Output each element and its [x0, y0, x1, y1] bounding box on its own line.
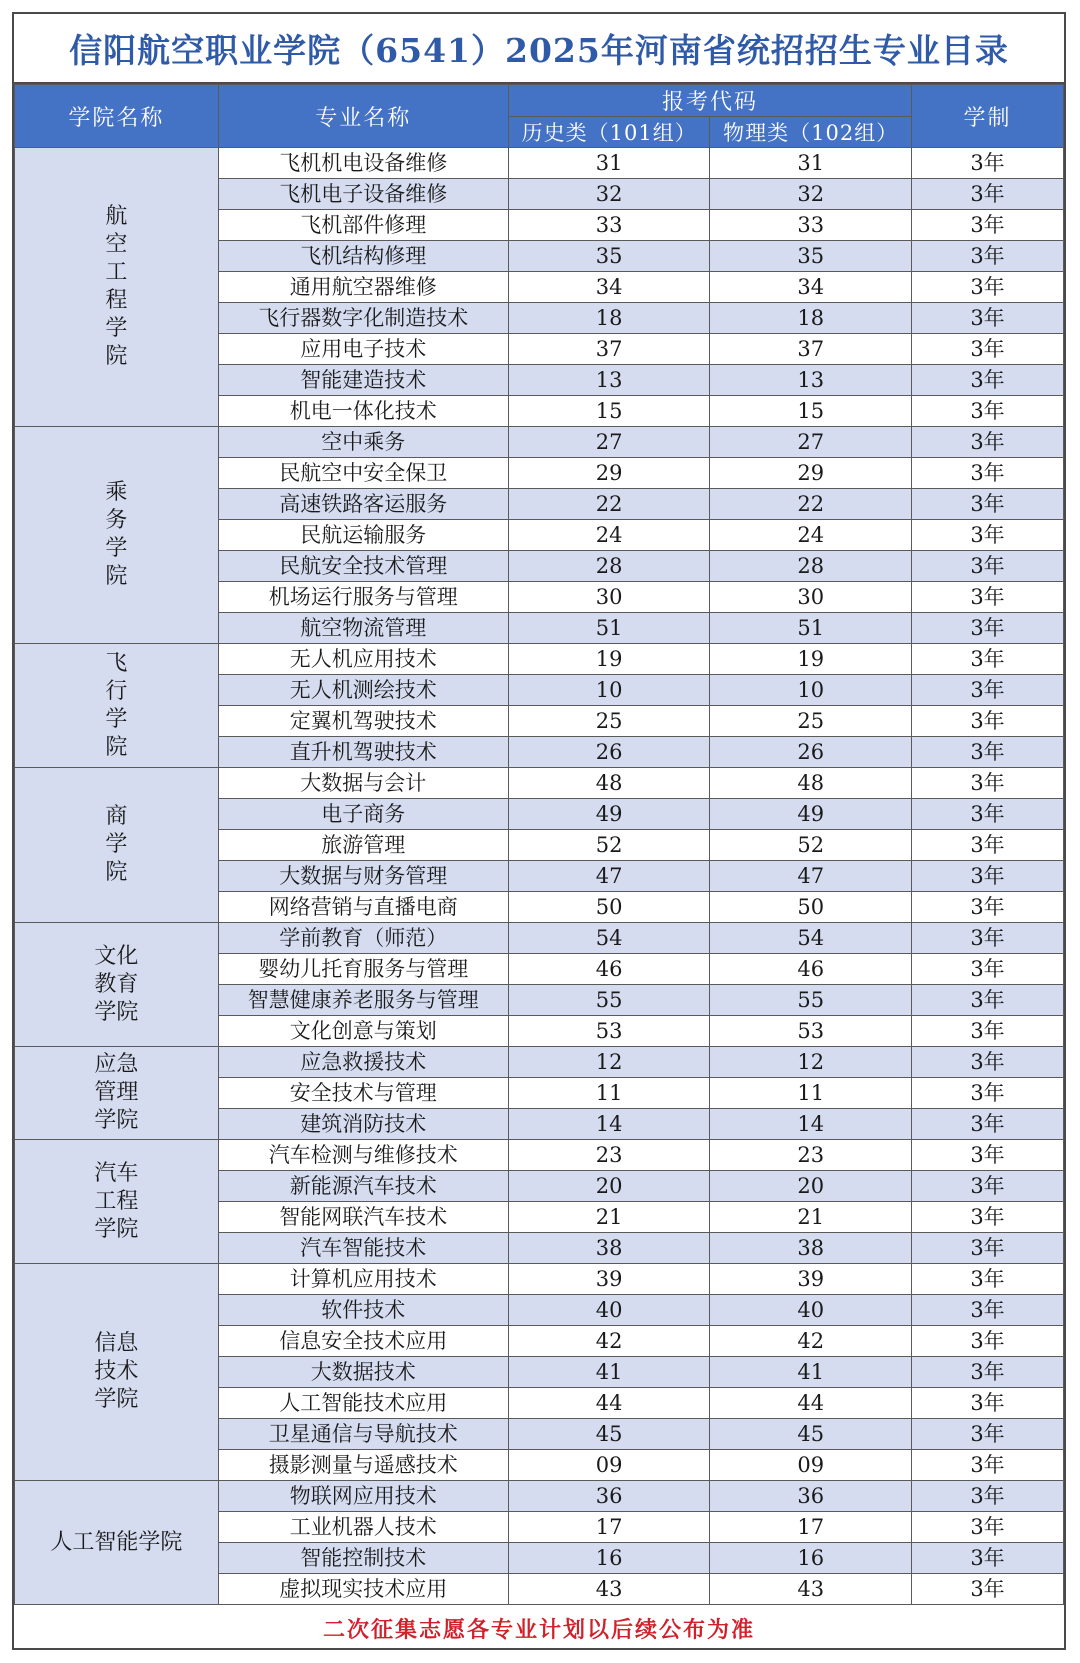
physics-code-cell: 44: [710, 1388, 912, 1419]
major-name-cell: 信息安全技术应用: [218, 1326, 508, 1357]
physics-code-cell: 38: [710, 1233, 912, 1264]
duration-cell: 3年: [912, 1171, 1064, 1202]
physics-code-cell: 48: [710, 768, 912, 799]
duration-cell: 3年: [912, 1574, 1064, 1605]
major-name-cell: 婴幼儿托育服务与管理: [218, 954, 508, 985]
duration-cell: 3年: [912, 241, 1064, 272]
major-name-cell: 软件技术: [218, 1295, 508, 1326]
duration-cell: 3年: [912, 1450, 1064, 1481]
history-code-cell: 28: [508, 551, 710, 582]
table-row: [15, 768, 1064, 799]
major-name-cell: 物联网应用技术: [218, 1481, 508, 1512]
history-code-cell: 44: [508, 1388, 710, 1419]
history-code-cell: 29: [508, 458, 710, 489]
physics-code-cell: 12: [710, 1047, 912, 1078]
duration-cell: 3年: [912, 396, 1064, 427]
duration-cell: 3年: [912, 551, 1064, 582]
duration-cell: 3年: [912, 954, 1064, 985]
major-name-cell: 学前教育（师范）: [218, 923, 508, 954]
college-name: 乘务学院: [105, 480, 128, 589]
college-cell: [15, 1047, 219, 1140]
duration-cell: 3年: [912, 613, 1064, 644]
physics-code-cell: 29: [710, 458, 912, 489]
history-code-cell: 37: [508, 334, 710, 365]
history-code-cell: 12: [508, 1047, 710, 1078]
history-code-cell: 48: [508, 768, 710, 799]
physics-code-cell: 37: [710, 334, 912, 365]
duration-cell: 3年: [912, 1326, 1064, 1357]
physics-code-cell: 33: [710, 210, 912, 241]
header-code: 报考代码: [508, 85, 911, 117]
major-name-cell: 无人机测绘技术: [218, 675, 508, 706]
physics-code-cell: 34: [710, 272, 912, 303]
physics-code-cell: 27: [710, 427, 912, 458]
physics-code-cell: 25: [710, 706, 912, 737]
history-code-cell: 32: [508, 179, 710, 210]
physics-code-cell: 23: [710, 1140, 912, 1171]
history-code-cell: 25: [508, 706, 710, 737]
major-name-cell: 通用航空器维修: [218, 272, 508, 303]
duration-cell: 3年: [912, 923, 1064, 954]
duration-cell: 3年: [912, 768, 1064, 799]
history-code-cell: 15: [508, 396, 710, 427]
history-code-cell: 14: [508, 1109, 710, 1140]
footer-note: 二次征集志愿各专业计划以后续公布为准: [322, 1616, 755, 1643]
table-row: [15, 1481, 1064, 1512]
duration-cell: 3年: [912, 303, 1064, 334]
college-cell: [15, 1140, 219, 1264]
table-row: [15, 1047, 1064, 1078]
duration-cell: 3年: [912, 1140, 1064, 1171]
history-code-cell: 41: [508, 1357, 710, 1388]
college-cell: [15, 1264, 219, 1481]
physics-code-cell: 28: [710, 551, 912, 582]
physics-code-cell: 36: [710, 1481, 912, 1512]
history-code-cell: 19: [508, 644, 710, 675]
major-name-cell: 民航空中安全保卫: [218, 458, 508, 489]
history-code-cell: 27: [508, 427, 710, 458]
table-row: [15, 1140, 1064, 1171]
history-code-cell: 50: [508, 892, 710, 923]
major-name-cell: 网络营销与直播电商: [218, 892, 508, 923]
physics-code-cell: 17: [710, 1512, 912, 1543]
major-name-cell: 飞机电子设备维修: [218, 179, 508, 210]
duration-cell: 3年: [912, 985, 1064, 1016]
duration-cell: 3年: [912, 675, 1064, 706]
duration-cell: 3年: [912, 1295, 1064, 1326]
table-row: [15, 427, 1064, 458]
duration-cell: 3年: [912, 1419, 1064, 1450]
physics-code-cell: 50: [710, 892, 912, 923]
duration-cell: 3年: [912, 1047, 1064, 1078]
page-title: 信阳航空职业学院（6541）2025年河南省统招招生专业目录: [14, 14, 1064, 84]
duration-cell: 3年: [912, 1388, 1064, 1419]
table-row: [15, 1264, 1064, 1295]
duration-cell: 3年: [912, 1233, 1064, 1264]
physics-code-cell: 11: [710, 1078, 912, 1109]
history-code-cell: 22: [508, 489, 710, 520]
history-code-cell: 52: [508, 830, 710, 861]
physics-code-cell: 24: [710, 520, 912, 551]
major-name-cell: 工业机器人技术: [218, 1512, 508, 1543]
college-name: 商学院: [105, 804, 128, 885]
duration-cell: 3年: [912, 1264, 1064, 1295]
college-name: 飞行学院: [105, 650, 128, 760]
major-name-cell: 飞机机电设备维修: [218, 148, 508, 179]
major-name-cell: 智能控制技术: [218, 1543, 508, 1574]
physics-code-cell: 15: [710, 396, 912, 427]
major-name-cell: 卫星通信与导航技术: [218, 1419, 508, 1450]
college-name: 汽车工程学院: [94, 1160, 139, 1242]
duration-cell: 3年: [912, 644, 1064, 675]
history-code-cell: 17: [508, 1512, 710, 1543]
duration-cell: 3年: [912, 1481, 1064, 1512]
college-cell: [15, 923, 219, 1047]
duration-cell: 3年: [912, 210, 1064, 241]
history-code-cell: 51: [508, 613, 710, 644]
duration-cell: 3年: [912, 179, 1064, 210]
history-code-cell: 35: [508, 241, 710, 272]
major-name-cell: 机电一体化技术: [218, 396, 508, 427]
physics-code-cell: 46: [710, 954, 912, 985]
history-code-cell: 36: [508, 1481, 710, 1512]
major-name-cell: 计算机应用技术: [218, 1264, 508, 1295]
duration-cell: 3年: [912, 272, 1064, 303]
history-code-cell: 34: [508, 272, 710, 303]
history-code-cell: 49: [508, 799, 710, 830]
major-name-cell: 大数据与财务管理: [218, 861, 508, 892]
major-catalog-table: [14, 84, 1064, 1605]
table-row: [15, 923, 1064, 954]
duration-cell: 3年: [912, 706, 1064, 737]
history-code-cell: 11: [508, 1078, 710, 1109]
physics-code-cell: 40: [710, 1295, 912, 1326]
major-name-cell: 文化创意与策划: [218, 1016, 508, 1047]
history-code-cell: 47: [508, 861, 710, 892]
physics-code-cell: 21: [710, 1202, 912, 1233]
physics-code-cell: 45: [710, 1419, 912, 1450]
major-name-cell: 大数据与会计: [218, 768, 508, 799]
college-name: 信息技术学院: [94, 1331, 139, 1412]
duration-cell: 3年: [912, 830, 1064, 861]
duration-cell: 3年: [912, 1016, 1064, 1047]
physics-code-cell: 49: [710, 799, 912, 830]
physics-code-cell: 42: [710, 1326, 912, 1357]
college-cell: [15, 427, 219, 644]
history-code-cell: 16: [508, 1543, 710, 1574]
physics-code-cell: 22: [710, 489, 912, 520]
major-name-cell: 飞机部件修理: [218, 210, 508, 241]
header-history: 历史类（101组）: [508, 117, 710, 148]
physics-code-cell: 39: [710, 1264, 912, 1295]
physics-code-cell: 35: [710, 241, 912, 272]
catalog-body: [15, 148, 1064, 1605]
major-name-cell: 直升机驾驶技术: [218, 737, 508, 768]
major-name-cell: 大数据技术: [218, 1357, 508, 1388]
history-code-cell: 18: [508, 303, 710, 334]
physics-code-cell: 47: [710, 861, 912, 892]
history-code-cell: 33: [508, 210, 710, 241]
duration-cell: 3年: [912, 1202, 1064, 1233]
major-name-cell: 电子商务: [218, 799, 508, 830]
duration-cell: 3年: [912, 737, 1064, 768]
history-code-cell: 45: [508, 1419, 710, 1450]
physics-code-cell: 20: [710, 1171, 912, 1202]
major-name-cell: 应用电子技术: [218, 334, 508, 365]
college-name: 文化教育学院: [94, 943, 139, 1025]
duration-cell: 3年: [912, 1357, 1064, 1388]
history-code-cell: 21: [508, 1202, 710, 1233]
major-name-cell: 民航运输服务: [218, 520, 508, 551]
history-code-cell: 40: [508, 1295, 710, 1326]
physics-code-cell: 26: [710, 737, 912, 768]
duration-cell: 3年: [912, 1078, 1064, 1109]
major-name-cell: 智能网联汽车技术: [218, 1202, 508, 1233]
major-name-cell: 机场运行服务与管理: [218, 582, 508, 613]
header-duration: 学制: [912, 85, 1064, 148]
major-name-cell: 建筑消防技术: [218, 1109, 508, 1140]
physics-code-cell: 52: [710, 830, 912, 861]
physics-code-cell: 14: [710, 1109, 912, 1140]
major-name-cell: 应急救援技术: [218, 1047, 508, 1078]
history-code-cell: 42: [508, 1326, 710, 1357]
history-code-cell: 13: [508, 365, 710, 396]
history-code-cell: 26: [508, 737, 710, 768]
major-name-cell: 旅游管理: [218, 830, 508, 861]
duration-cell: 3年: [912, 458, 1064, 489]
major-name-cell: 摄影测量与遥感技术: [218, 1450, 508, 1481]
major-name-cell: 高速铁路客运服务: [218, 489, 508, 520]
physics-code-cell: 13: [710, 365, 912, 396]
duration-cell: 3年: [912, 892, 1064, 923]
major-name-cell: 智能建造技术: [218, 365, 508, 396]
college-cell: [15, 148, 219, 427]
history-code-cell: 54: [508, 923, 710, 954]
major-name-cell: 飞行器数字化制造技术: [218, 303, 508, 334]
college-cell: [15, 644, 219, 768]
physics-code-cell: 55: [710, 985, 912, 1016]
major-name-cell: 新能源汽车技术: [218, 1171, 508, 1202]
header-physics: 物理类（102组）: [710, 117, 912, 148]
history-code-cell: 39: [508, 1264, 710, 1295]
duration-cell: 3年: [912, 520, 1064, 551]
major-name-cell: 空中乘务: [218, 427, 508, 458]
college-cell: [15, 1481, 219, 1605]
physics-code-cell: 30: [710, 582, 912, 613]
duration-cell: 3年: [912, 365, 1064, 396]
duration-cell: 3年: [912, 1512, 1064, 1543]
duration-cell: 3年: [912, 582, 1064, 613]
major-name-cell: 汽车智能技术: [218, 1233, 508, 1264]
duration-cell: 3年: [912, 1109, 1064, 1140]
college-cell: [15, 768, 219, 923]
physics-code-cell: 43: [710, 1574, 912, 1605]
major-name-cell: 定翼机驾驶技术: [218, 706, 508, 737]
admission-catalog-sheet: [12, 12, 1066, 1650]
physics-code-cell: 19: [710, 644, 912, 675]
major-name-cell: 民航安全技术管理: [218, 551, 508, 582]
header-college: 学院名称: [15, 85, 219, 148]
table-row: [15, 644, 1064, 675]
history-code-cell: 55: [508, 985, 710, 1016]
major-name-cell: 虚拟现实技术应用: [218, 1574, 508, 1605]
college-name: 应急管理学院: [94, 1052, 139, 1133]
major-name-cell: 航空物流管理: [218, 613, 508, 644]
history-code-cell: 10: [508, 675, 710, 706]
history-code-cell: 38: [508, 1233, 710, 1264]
duration-cell: 3年: [912, 1543, 1064, 1574]
history-code-cell: 53: [508, 1016, 710, 1047]
history-code-cell: 09: [508, 1450, 710, 1481]
history-code-cell: 20: [508, 1171, 710, 1202]
history-code-cell: 43: [508, 1574, 710, 1605]
physics-code-cell: 54: [710, 923, 912, 954]
physics-code-cell: 18: [710, 303, 912, 334]
major-name-cell: 无人机应用技术: [218, 644, 508, 675]
physics-code-cell: 53: [710, 1016, 912, 1047]
history-code-cell: 30: [508, 582, 710, 613]
duration-cell: 3年: [912, 489, 1064, 520]
header-major: 专业名称: [218, 85, 508, 148]
duration-cell: 3年: [912, 334, 1064, 365]
duration-cell: 3年: [912, 861, 1064, 892]
major-name-cell: 飞机结构修理: [218, 241, 508, 272]
major-name-cell: 人工智能技术应用: [218, 1388, 508, 1419]
duration-cell: 3年: [912, 799, 1064, 830]
physics-code-cell: 09: [710, 1450, 912, 1481]
history-code-cell: 31: [508, 148, 710, 179]
table-row: [15, 148, 1064, 179]
physics-code-cell: 51: [710, 613, 912, 644]
major-name-cell: 汽车检测与维修技术: [218, 1140, 508, 1171]
physics-code-cell: 32: [710, 179, 912, 210]
physics-code-cell: 10: [710, 675, 912, 706]
duration-cell: 3年: [912, 148, 1064, 179]
history-code-cell: 23: [508, 1140, 710, 1171]
major-name-cell: 智慧健康养老服务与管理: [218, 985, 508, 1016]
duration-cell: 3年: [912, 427, 1064, 458]
major-name-cell: 安全技术与管理: [218, 1078, 508, 1109]
college-name: 航空工程学院: [105, 204, 128, 369]
history-code-cell: 24: [508, 520, 710, 551]
physics-code-cell: 41: [710, 1357, 912, 1388]
college-name: 人工智能学院: [50, 1529, 183, 1555]
physics-code-cell: 31: [710, 148, 912, 179]
physics-code-cell: 16: [710, 1543, 912, 1574]
history-code-cell: 46: [508, 954, 710, 985]
